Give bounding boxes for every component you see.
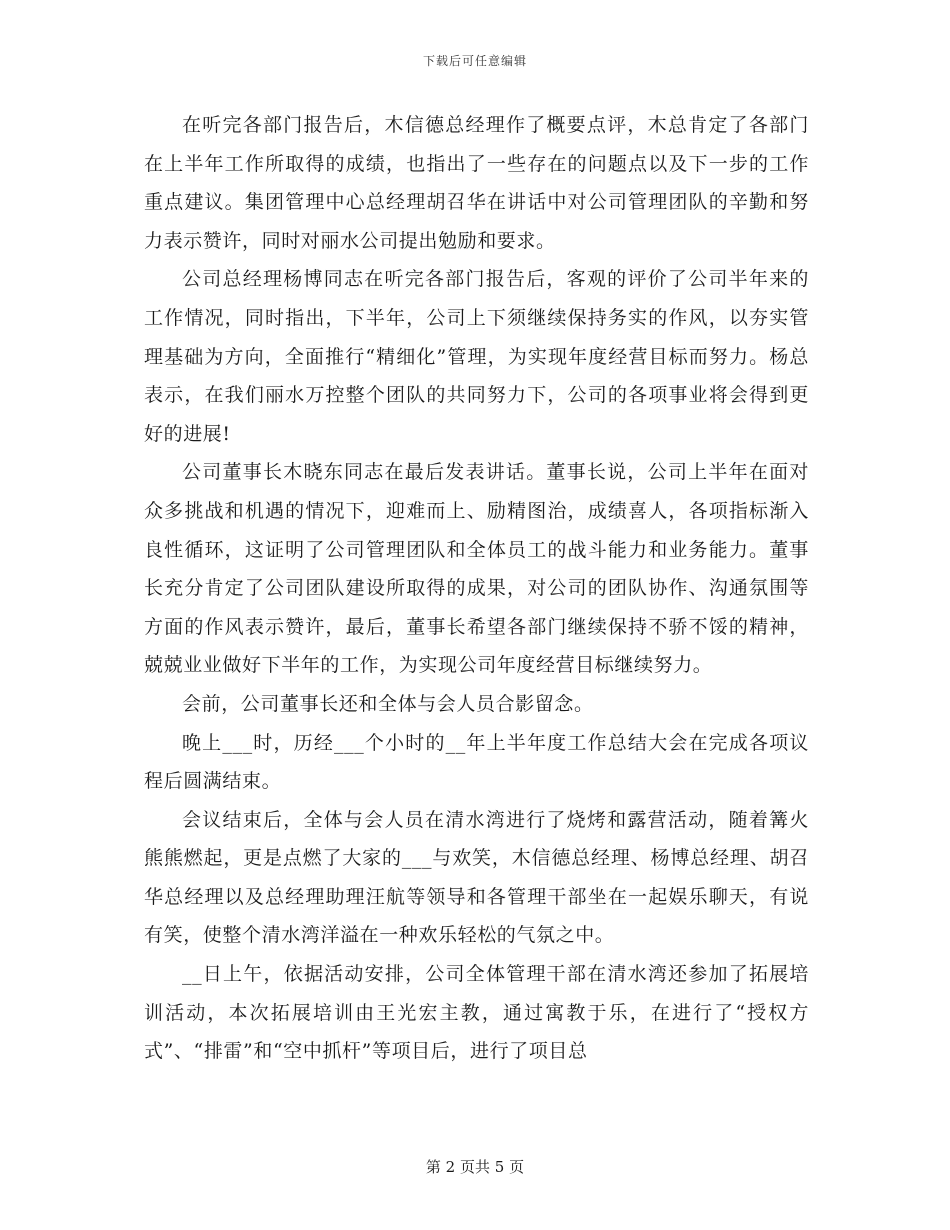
paragraph-5: 晚上___时，历经___个小时的__年上半年度工作总结大会在完成各项议程后圆满结束。 — [144, 731, 809, 793]
page-footer: 第 2 页共 5 页 — [425, 1158, 525, 1176]
paragraph-6: 会议结束后，全体与会人员在清水湾进行了烧烤和露营活动，随着篝火熊熊燃起，更是点燃了大家的___与欢笑，木信德总经理、杨博总经理、胡召华总经理以及总经理助理汪航等领导和各管理干部坐在一起娱乐聊天，有说有笑，使整个清水湾洋溢在一种欢乐轻松的气氛之中。 — [144, 808, 809, 947]
page-header: 下载后可任意编辑 — [422, 54, 527, 68]
paragraph-3: 公司董事长木晓东同志在最后发表讲话。董事长说，公司上半年在面对众多挑战和机遇的情况下，迎难而上、励精图治，成绩喜人，各项指标渐入良性循环，这证明了公司管理团队和全体员工的战斗能力和业务能力。董事长充分肯定了公司团队建设所取得的成果，对公司的团队协作、沟通氛围等方面的作风表示赞许，最后，董事长希望各部门继续保持不骄不馁的精神，兢兢业业做好下半年的工作，为实现公司年度经营目标继续努力。 — [144, 461, 809, 677]
paragraph-1: 在听完各部门报告后，木信德总经理作了概要点评，木总肯定了各部门在上半年工作所取得的成绩，也指出了一些存在的问题点以及下一步的工作重点建议。集团管理中心总经理胡召华在讲话中对公司管理团队的辛勤和努力表示赞许，同时对丽水公司提出勉励和要求。 — [144, 114, 809, 252]
document-body — [144, 106, 809, 1071]
paragraph-4: 会前，公司董事长还和全体与会人员合影留念。 — [182, 692, 594, 715]
paragraph-7: __日上午，依据活动安排，公司全体管理干部在清水湾还参加了拓展培训活动，本次拓展培训由王光宏主教，通过寓教于乐，在进行了“授权方式”、“排雷”和“空中抓杆”等项目后，进行了项目总 — [144, 963, 809, 1063]
paragraph-2: 公司总经理杨博同志在听完各部门报告后，客观的评价了公司半年来的工作情况，同时指出，下半年，公司上下须继续保持务实的作风，以夯实管理基础为方向，全面推行“精细化”管理，为实现年度经营目标而努力。杨总表示，在我们丽水万控整个团队的共同努力下，公司的各项事业将会得到更好的进展! — [144, 268, 809, 445]
